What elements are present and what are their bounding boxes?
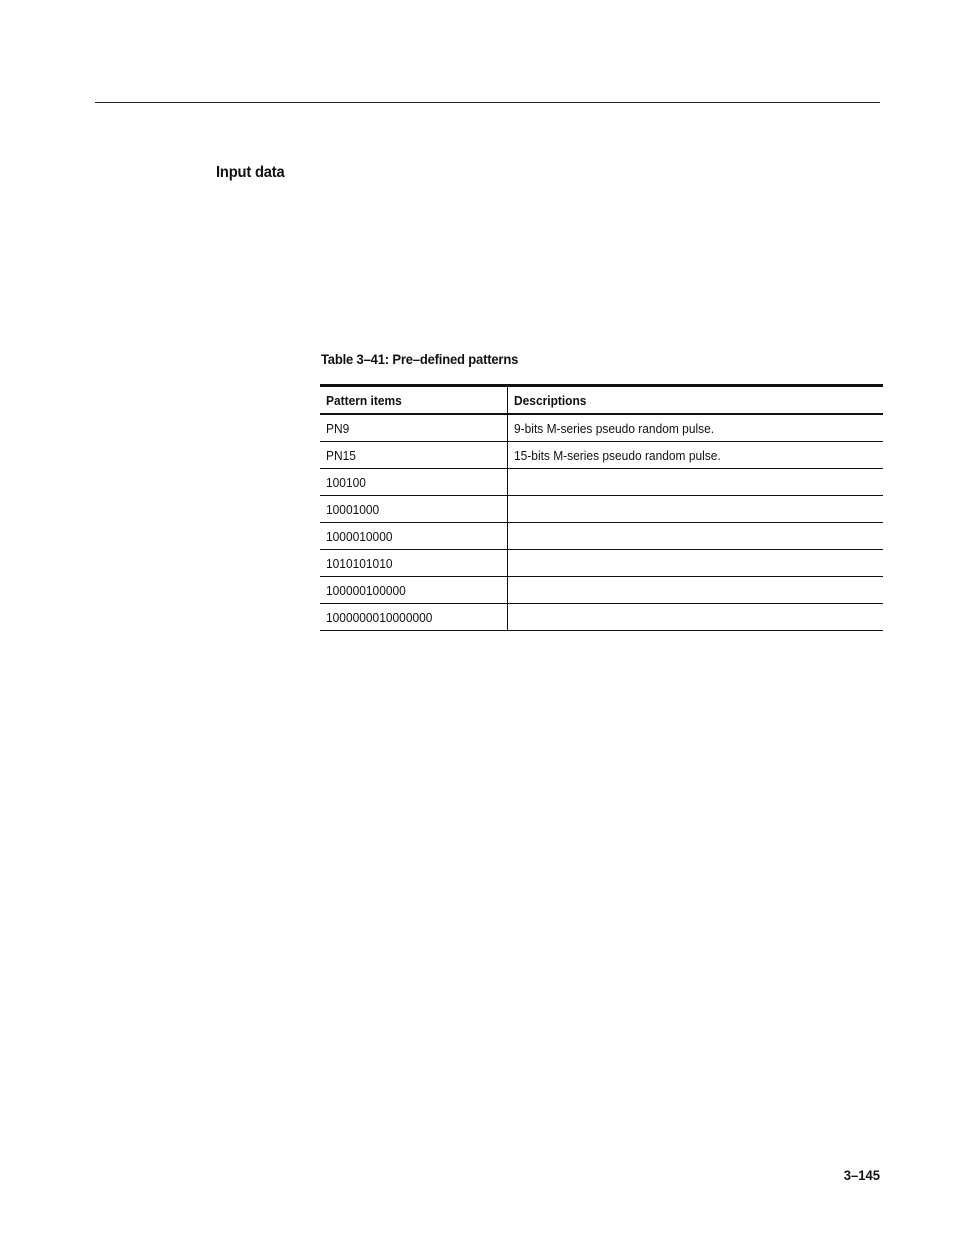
table-row (320, 550, 883, 577)
pattern-item-cell: PN15 (320, 442, 508, 469)
description-cell (508, 496, 884, 523)
table-caption: Table 3–41: Pre–defined patterns (321, 351, 519, 367)
table-row (320, 496, 883, 523)
description-cell (508, 577, 884, 604)
pattern-item-cell: 1000010000 (320, 523, 508, 550)
pattern-item-cell: 100000100000 (320, 577, 508, 604)
table-row (320, 414, 883, 442)
column-header-pattern-items: Pattern items (320, 386, 508, 415)
table-row (320, 523, 883, 550)
description-cell (508, 604, 884, 631)
table-row (320, 604, 883, 631)
table-header-row (320, 386, 883, 415)
table-row (320, 469, 883, 496)
header-rule (95, 102, 880, 103)
description-cell: 9-bits M-series pseudo random pulse. (508, 414, 884, 442)
description-cell: 15-bits M-series pseudo random pulse. (508, 442, 884, 469)
column-header-descriptions: Descriptions (508, 386, 884, 415)
description-cell (508, 550, 884, 577)
pattern-item-cell: 1010101010 (320, 550, 508, 577)
pattern-item-cell: 100100 (320, 469, 508, 496)
pattern-item-cell: 10001000 (320, 496, 508, 523)
table-row (320, 442, 883, 469)
predefined-patterns-table (320, 384, 883, 631)
description-cell (508, 523, 884, 550)
section-heading: Input data (216, 164, 285, 181)
description-cell (508, 469, 884, 496)
table-row (320, 577, 883, 604)
pattern-item-cell: PN9 (320, 414, 508, 442)
page-number: 3–145 (843, 1167, 880, 1183)
pattern-item-cell: 1000000010000000 (320, 604, 508, 631)
